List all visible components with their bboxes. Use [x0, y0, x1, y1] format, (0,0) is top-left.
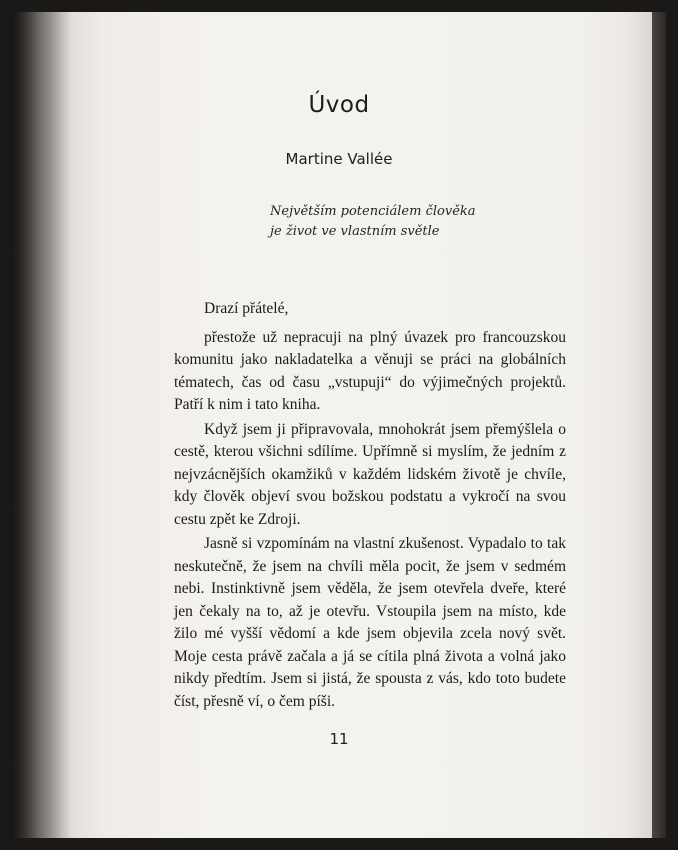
- motto-line-2: je život ve vlastním světle: [270, 224, 440, 239]
- salutation: Drazí přátelé,: [204, 300, 289, 317]
- gutter-shadow: [12, 12, 72, 838]
- page-number: 11: [329, 730, 349, 748]
- page-edge: [652, 12, 666, 838]
- author-name: Martine Vallée: [285, 150, 393, 168]
- paragraph-1: přestože už nepracuji na plný úvazek pro francouzskou komunitu jako nakladatelka a věnuji se práci na globálních tématech, čas od času „vstupuji“ do výjimečných projektů. Patří k nim i tato kniha.: [174, 328, 566, 413]
- motto-line-1: Největším potenciálem člověka: [270, 204, 476, 219]
- body-text: [174, 298, 566, 715]
- motto: [270, 202, 590, 242]
- chapter-title: Úvod: [308, 92, 370, 118]
- paragraph-3: Jasně si vzpomínám na vlastní zkušenost. Vypadalo to tak neskutečně, že jsem na chvíli měla pocit, že jsem v sedmém nebi. Instinktivně jsem věděla, že jsem otevřela dveře, které jen čekaly na to, až je otevřu. Vstoupila jsem na místo, kde žilo mé vyšší vědomí a kde jsem objevila zcela nový svět. Moje cesta právě začala a já se cítila plná života a volná jako nikdy předtím. Jsem si jistá, že spousta z vás, kdo toto budete číst, přesně ví, o čem píši.: [174, 535, 566, 710]
- paragraph-2: Když jsem ji připravovala, mnohokrát jsem přemýšlela o cestě, kterou všichni sdílíme. Upřímně si myslím, že jedním z nejvzácnějších okamžiků v každém lidském životě je chvíle, kdy člověk objeví svou božskou podstatu a vykročí na svou cestu zpět ke Zdroji.: [174, 420, 566, 528]
